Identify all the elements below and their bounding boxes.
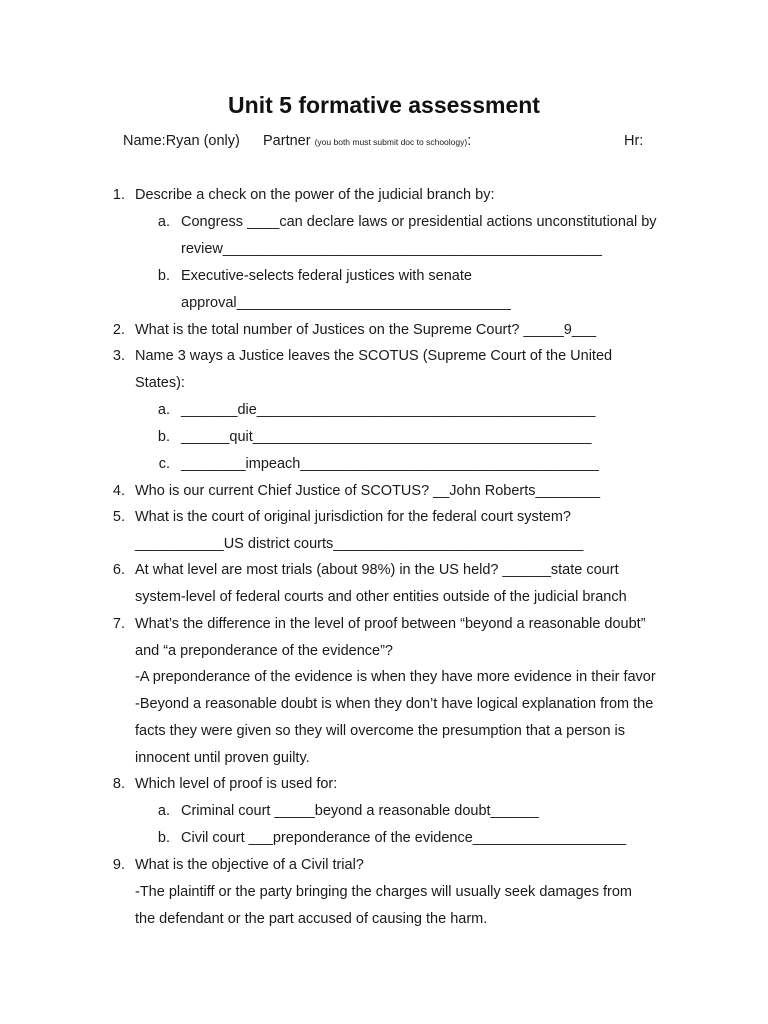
question-text: Describe a check on the power of the judicial branch by: (135, 187, 495, 203)
partner-label: Partner (263, 133, 311, 149)
sub-label: c. (158, 456, 170, 472)
sub-label: b. (157, 268, 170, 284)
sub-label: b. (157, 429, 170, 445)
question-number: 3. (112, 348, 125, 364)
question-number: 2. (112, 322, 125, 338)
question-text: What’s the difference in the level of proof between “beyond a reasonable doubt” (135, 616, 646, 632)
answer-text: system-level of federal courts and other entities outside of the judicial branch (135, 589, 627, 605)
answer-text: Criminal court _____beyond a reasonable doubt______ (181, 803, 539, 819)
answer-text: -Beyond a reasonable doubt is when they don’t have logical explanation from the (135, 696, 654, 712)
question-number: 7. (112, 616, 125, 632)
question-text: What is the total number of Justices on the Supreme Court? _____9___ (135, 322, 597, 338)
question-number: 8. (112, 776, 125, 792)
question-number: 9. (112, 857, 125, 873)
question-text: Name 3 ways a Justice leaves the SCOTUS (Supreme Court of the United (135, 348, 613, 364)
page-title: Unit 5 formative assessment (228, 92, 540, 118)
question-text: and “a preponderance of the evidence”? (135, 643, 393, 659)
sub-label: a. (157, 214, 170, 230)
question-number: 6. (112, 562, 125, 578)
answer-text: _______die__________________________________________ (181, 402, 596, 418)
student-name: Name:Ryan (only) (123, 133, 240, 149)
question-text: What is the court of original jurisdiction for the federal court system? (135, 509, 571, 525)
answer-text: Congress ____can declare laws or presidential actions unconstitutional by (181, 214, 657, 230)
question-text: At what level are most trials (about 98%) in the US held? ______state court (135, 562, 619, 578)
question-number: 1. (112, 187, 125, 203)
hour-field: Hr: (624, 133, 644, 149)
answer-text: ___________US district courts_______________________________ (135, 536, 584, 552)
answer-text: the defendant or the part accused of causing the harm. (135, 911, 488, 927)
question-number: 5. (112, 509, 125, 525)
answer-text: Executive-selects federal justices with senate (181, 268, 472, 284)
partner-note: (you both must submit doc to schoology) (314, 137, 468, 147)
answer-text: ________impeach_____________________________________ (181, 456, 599, 472)
answer-text: -A preponderance of the evidence is when they have more evidence in their favor (135, 669, 656, 685)
answer-text: approval__________________________________ (181, 295, 511, 311)
partner-colon: : (467, 133, 472, 149)
question-text: Which level of proof is used for: (135, 776, 338, 792)
answer-text: innocent until proven guilty. (135, 750, 310, 766)
sub-label: b. (157, 830, 170, 846)
partner-field (263, 133, 471, 149)
question-number: 4. (112, 483, 125, 499)
question-text: What is the objective of a Civil trial? (135, 857, 364, 873)
sub-label: a. (157, 402, 170, 418)
answer-text: review_______________________________________________ (181, 241, 602, 257)
answer-text: Civil court ___preponderance of the evidence___________________ (181, 830, 627, 846)
question-text: Who is our current Chief Justice of SCOTUS? __John Roberts________ (135, 483, 601, 499)
question-text: States): (135, 375, 185, 391)
answer-text: facts they were given so they will overcome the presumption that a person is (135, 723, 626, 739)
sub-label: a. (157, 803, 170, 819)
answer-text: ______quit__________________________________________ (181, 429, 592, 445)
answer-text: -The plaintiff or the party bringing the charges will usually seek damages from (135, 884, 633, 900)
